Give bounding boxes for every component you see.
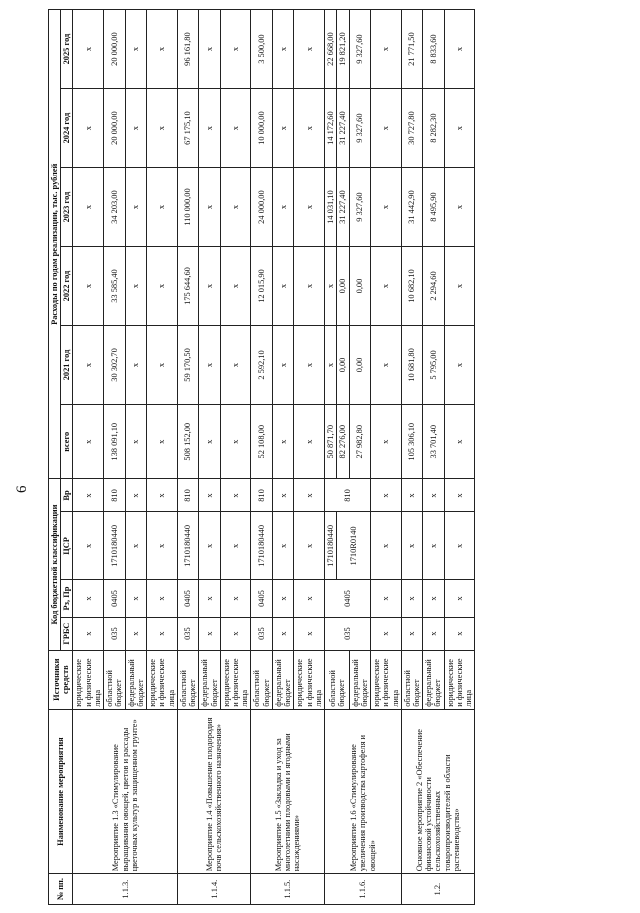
year-cell: 2 294,60	[423, 247, 444, 326]
row-number: 1.1.6.	[325, 874, 402, 905]
source-cell: юридические и физические лица	[73, 650, 104, 709]
year-cell: 9 327,60	[349, 168, 370, 247]
rzpr-cell: x	[423, 580, 444, 617]
year-cell: x	[220, 168, 251, 247]
year-cell: x	[220, 10, 251, 89]
grbs-cell: x	[371, 617, 402, 650]
header-grbs: ГРБС	[61, 617, 73, 650]
total-cell: x	[73, 404, 104, 479]
vr-cell: x	[294, 479, 325, 512]
rzpr-cell: x	[272, 580, 293, 617]
year-cell: 33 585,40	[104, 247, 125, 326]
vr-cell: x	[199, 479, 220, 512]
year-cell: x	[220, 247, 251, 326]
year-cell: 14 031,10	[325, 168, 337, 247]
year-cell: 0,00	[349, 247, 370, 326]
year-cell: 20 000,00	[104, 89, 125, 168]
year-cell: x	[444, 168, 475, 247]
vr-cell: 810	[104, 479, 125, 512]
year-cell: 0,00	[337, 247, 349, 326]
year-cell: x	[220, 89, 251, 168]
year-cell: 67 175,10	[177, 89, 198, 168]
header-2021: 2021 год	[61, 325, 73, 404]
year-cell: x	[147, 168, 178, 247]
csr-cell: x	[423, 512, 444, 580]
year-cell: x	[147, 89, 178, 168]
year-cell: 0,00	[349, 325, 370, 404]
total-cell: 508 152,00	[177, 404, 198, 479]
rzpr-cell: x	[444, 580, 475, 617]
total-cell: x	[444, 404, 475, 479]
header-rzpr: Рз, Пр	[61, 580, 73, 617]
table-row	[251, 10, 272, 905]
activity-name: Мероприятие 1.3 «Стимулирование выращивания овощей, цветов и рассады цветочных культур в защищенном грунте»	[73, 709, 177, 874]
header-source: Источники средств	[49, 650, 73, 709]
source-cell: областной бюджет	[104, 650, 125, 709]
year-cell: x	[73, 10, 104, 89]
rzpr-cell: x	[147, 580, 178, 617]
csr-cell: x	[272, 512, 293, 580]
header-name: Наименование мероприятия	[49, 709, 73, 874]
source-cell: юридические и физические лица	[444, 650, 475, 709]
source-cell: областной бюджет	[251, 650, 272, 709]
row-number: 1.1.3.	[73, 874, 177, 905]
grbs-cell: x	[199, 617, 220, 650]
year-cell: x	[125, 247, 146, 326]
rzpr-cell: 0405	[177, 580, 198, 617]
year-cell: 2 592,10	[251, 325, 272, 404]
year-cell: x	[325, 325, 337, 404]
year-cell: 10 000,00	[251, 89, 272, 168]
year-cell: 31 227,40	[337, 89, 349, 168]
total-cell: x	[199, 404, 220, 479]
year-cell: x	[444, 89, 475, 168]
grbs-cell: 035	[104, 617, 125, 650]
activity-name: Основное мероприятие 2 «Обеспечение финансовой устойчивости сельскохозяйственных товаропроизводителей в области растениеводства»	[401, 709, 475, 874]
total-cell: 105 306,10	[401, 404, 422, 479]
total-cell: x	[147, 404, 178, 479]
source-cell: юридические и физические лица	[220, 650, 251, 709]
grbs-cell: 035	[325, 617, 371, 650]
year-cell: x	[444, 325, 475, 404]
year-cell: 110 000,00	[177, 168, 198, 247]
csr-cell: 1710180440	[325, 512, 337, 580]
csr-cell: x	[199, 512, 220, 580]
year-cell: 10 681,80	[401, 325, 422, 404]
csr-cell: 1710R0140	[337, 512, 371, 580]
vr-cell: 810	[177, 479, 198, 512]
activity-name: Мероприятие 1.5 «Закладка и уход за многолетними плодовыми и ягодными насаждениями»	[251, 709, 325, 874]
year-cell: x	[199, 168, 220, 247]
year-cell: x	[371, 325, 402, 404]
header-num: № пп.	[49, 874, 73, 905]
source-cell: юридические и физические лица	[147, 650, 178, 709]
year-cell: x	[73, 89, 104, 168]
year-cell: x	[371, 89, 402, 168]
rzpr-cell: x	[401, 580, 422, 617]
year-cell: x	[125, 10, 146, 89]
grbs-cell: x	[73, 617, 104, 650]
rzpr-cell: x	[294, 580, 325, 617]
header-2024: 2024 год	[61, 89, 73, 168]
csr-cell: x	[294, 512, 325, 580]
year-cell: x	[272, 325, 293, 404]
year-cell: x	[272, 247, 293, 326]
csr-cell: x	[147, 512, 178, 580]
vr-cell: x	[401, 479, 422, 512]
year-cell: 8 833,60	[423, 10, 444, 89]
year-cell: x	[125, 89, 146, 168]
year-cell: x	[199, 10, 220, 89]
csr-cell: x	[73, 512, 104, 580]
year-cell: x	[272, 89, 293, 168]
year-cell: 31 227,40	[337, 168, 349, 247]
year-cell: 8 495,90	[423, 168, 444, 247]
year-cell: x	[272, 168, 293, 247]
vr-cell: x	[272, 479, 293, 512]
year-cell: 24 000,00	[251, 168, 272, 247]
vr-cell: x	[220, 479, 251, 512]
header-2025: 2025 год	[61, 10, 73, 89]
table-row	[73, 10, 104, 905]
total-cell: x	[220, 404, 251, 479]
source-cell: юридические и физические лица	[294, 650, 325, 709]
grbs-cell: x	[272, 617, 293, 650]
year-cell: 8 282,30	[423, 89, 444, 168]
year-cell: x	[125, 168, 146, 247]
source-cell: юридические и физические лица	[371, 650, 402, 709]
year-cell: 3 500,00	[251, 10, 272, 89]
year-cell: 14 172,60	[325, 89, 337, 168]
year-cell: x	[73, 168, 104, 247]
vr-cell: x	[444, 479, 475, 512]
activity-name: Мероприятие 1.6 «Стимулирование увеличения производства картофеля и овощей»	[325, 709, 402, 874]
vr-cell: x	[371, 479, 402, 512]
total-cell: 50 871,70	[325, 404, 337, 479]
year-cell: x	[294, 10, 325, 89]
rzpr-cell: x	[220, 580, 251, 617]
grbs-cell: x	[125, 617, 146, 650]
year-cell: 12 015,90	[251, 247, 272, 326]
rzpr-cell: x	[73, 580, 104, 617]
year-cell: x	[147, 10, 178, 89]
table-row	[177, 10, 198, 905]
rzpr-cell: x	[199, 580, 220, 617]
year-cell: 9 327,60	[349, 10, 370, 89]
year-cell: x	[199, 325, 220, 404]
year-cell: x	[73, 247, 104, 326]
year-cell: 10 682,10	[401, 247, 422, 326]
year-cell: 21 771,50	[401, 10, 422, 89]
year-cell: x	[371, 168, 402, 247]
year-cell: 34 203,00	[104, 168, 125, 247]
year-cell: 19 821,20	[337, 10, 349, 89]
source-cell: федеральный бюджет	[125, 650, 146, 709]
rzpr-cell: 0405	[325, 580, 371, 617]
rzpr-cell: 0405	[104, 580, 125, 617]
year-cell: x	[444, 10, 475, 89]
source-cell: федеральный бюджет	[423, 650, 444, 709]
source-cell: областной бюджет	[177, 650, 198, 709]
year-cell: x	[325, 247, 337, 326]
source-cell: федеральный бюджет	[349, 650, 370, 709]
grbs-cell: x	[294, 617, 325, 650]
row-number: 1.1.4.	[177, 874, 251, 905]
year-cell: x	[371, 10, 402, 89]
grbs-cell: x	[220, 617, 251, 650]
page-number: 6	[14, 485, 30, 493]
header-2023: 2023 год	[61, 168, 73, 247]
year-cell: x	[294, 247, 325, 326]
csr-cell: x	[444, 512, 475, 580]
year-cell: 59 170,50	[177, 325, 198, 404]
year-cell: 30 302,70	[104, 325, 125, 404]
csr-cell: 1710180440	[251, 512, 272, 580]
total-cell: 33 701,40	[423, 404, 444, 479]
vr-cell: 810	[325, 479, 371, 512]
rzpr-cell: x	[371, 580, 402, 617]
header-expenses-group: Расходы по годам реализации, тыс. рублей	[49, 10, 61, 480]
year-cell: 0,00	[337, 325, 349, 404]
vr-cell: x	[147, 479, 178, 512]
source-cell: областной бюджет	[401, 650, 422, 709]
csr-cell: x	[220, 512, 251, 580]
header-2022: 2022 год	[61, 247, 73, 326]
source-cell: федеральный бюджет	[272, 650, 293, 709]
grbs-cell: x	[147, 617, 178, 650]
total-cell: x	[294, 404, 325, 479]
header-csr: ЦСР	[61, 512, 73, 580]
total-cell: 138 091,10	[104, 404, 125, 479]
grbs-cell: x	[401, 617, 422, 650]
source-cell: федеральный бюджет	[199, 650, 220, 709]
expenses-table	[48, 9, 475, 905]
grbs-cell: 035	[177, 617, 198, 650]
total-cell: 27 982,80	[349, 404, 370, 479]
total-cell: x	[125, 404, 146, 479]
year-cell: x	[199, 89, 220, 168]
year-cell: x	[73, 325, 104, 404]
year-cell: 22 668,00	[325, 10, 337, 89]
vr-cell: 810	[251, 479, 272, 512]
header-code-group: Код бюджетной классификации	[49, 479, 61, 650]
table-row	[401, 10, 422, 905]
total-cell: 52 108,00	[251, 404, 272, 479]
year-cell: 5 795,00	[423, 325, 444, 404]
source-cell: областной бюджет	[325, 650, 349, 709]
header-vr: Вр	[61, 479, 73, 512]
year-cell: x	[371, 247, 402, 326]
csr-cell: x	[401, 512, 422, 580]
total-cell: 82 276,00	[337, 404, 349, 479]
activity-name: Мероприятие 1.4 «Повышение плодородия почв сельскохозяйственного назначения»	[177, 709, 251, 874]
table-row	[325, 10, 337, 905]
total-cell: x	[371, 404, 402, 479]
csr-cell: x	[125, 512, 146, 580]
vr-cell: x	[423, 479, 444, 512]
year-cell: 20 000,00	[104, 10, 125, 89]
year-cell: x	[272, 10, 293, 89]
row-number: 1.2.	[401, 874, 475, 905]
csr-cell: x	[371, 512, 402, 580]
year-cell: 96 161,80	[177, 10, 198, 89]
year-cell: x	[294, 325, 325, 404]
csr-cell: 1710180440	[177, 512, 198, 580]
year-cell: x	[220, 325, 251, 404]
total-cell: x	[272, 404, 293, 479]
year-cell: x	[294, 89, 325, 168]
rzpr-cell: x	[125, 580, 146, 617]
year-cell: 31 442,90	[401, 168, 422, 247]
year-cell: x	[125, 325, 146, 404]
vr-cell: x	[125, 479, 146, 512]
rzpr-cell: 0405	[251, 580, 272, 617]
year-cell: x	[199, 247, 220, 326]
year-cell: x	[147, 325, 178, 404]
year-cell: 9 327,60	[349, 89, 370, 168]
year-cell: 30 727,80	[401, 89, 422, 168]
grbs-cell: x	[423, 617, 444, 650]
year-cell: x	[147, 247, 178, 326]
csr-cell: 1710180440	[104, 512, 125, 580]
row-number: 1.1.5.	[251, 874, 325, 905]
year-cell: 175 644,60	[177, 247, 198, 326]
header-row-1	[49, 10, 61, 905]
vr-cell: x	[73, 479, 104, 512]
year-cell: x	[294, 168, 325, 247]
year-cell: x	[444, 247, 475, 326]
header-total: всего	[61, 404, 73, 479]
grbs-cell: x	[444, 617, 475, 650]
grbs-cell: 035	[251, 617, 272, 650]
